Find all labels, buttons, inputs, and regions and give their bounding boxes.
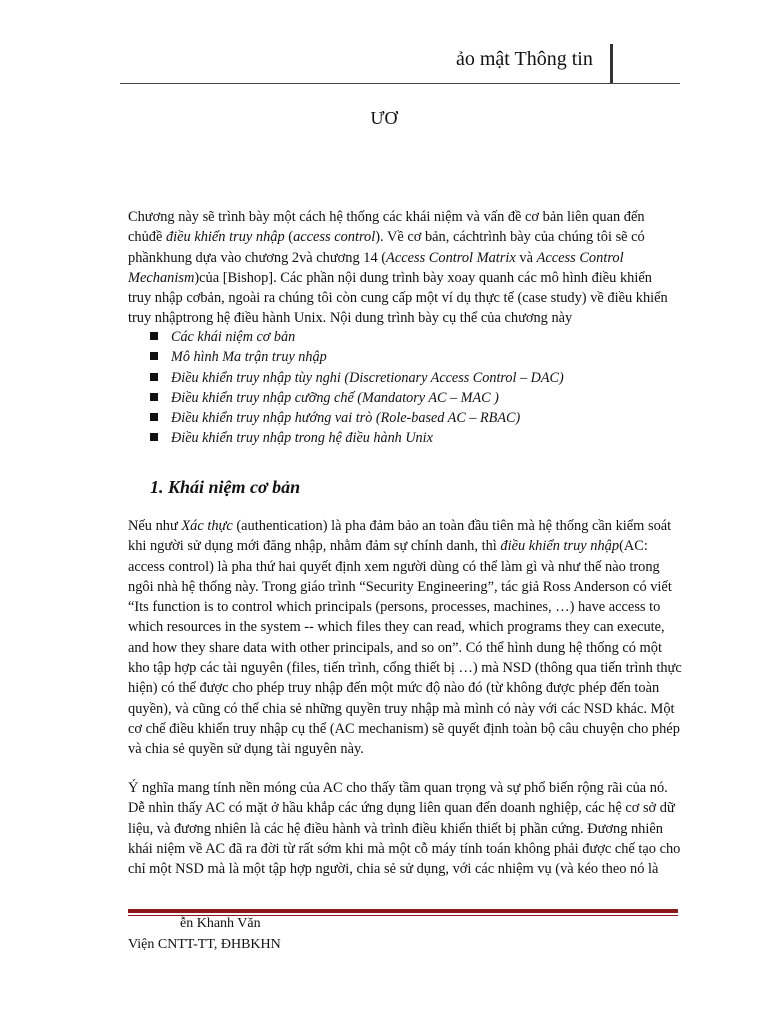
outline-item-label: Điều khiển truy nhập trong hệ điều hành Unix bbox=[171, 430, 433, 447]
outline-item bbox=[150, 327, 670, 347]
text-line: Nếu như Xác thực (authentication) là pha đảm bảo an toàn đầu tiên mà hệ thống cần kiểm soát bbox=[128, 518, 672, 534]
text-line: của [Bishop]. Các phần nội dung trình bày xoay quanh các mô hình điều khiển truy nhập cơ bbox=[128, 269, 652, 307]
footer-institution: Viện CNTT-TT, ĐHBKHN bbox=[128, 937, 281, 952]
emphasis: Access Control Matrix bbox=[386, 249, 516, 266]
text-line: liệu, và đương nhiên là các hệ điều hành và trình điều khiển thiết bị phần cứng. Đương nhiên bbox=[128, 820, 663, 837]
outline-item-label: Mô hình Ma trận truy nhập bbox=[171, 349, 327, 366]
square-bullet-icon bbox=[150, 393, 158, 401]
outline-item-label: Điều khiển truy nhập cưỡng chế (Mandatory AC – MAC ) bbox=[171, 389, 499, 406]
running-header-title: ảo mật Thông tin bbox=[456, 48, 593, 70]
text-line: khi người sử dụng mới đăng nhập, nhằm đảm sự chính danh, thì điều khiển truy nhập(AC: bbox=[128, 538, 648, 555]
body-paragraph-1 bbox=[128, 516, 682, 760]
text-line: “Its function is to control which principals (persons, processes, machines, …) have access to bbox=[128, 599, 661, 616]
text-line: kho tập hợp các tài nguyên (files, tiến trình, cổng thiết bị …) mà NSD (thông qua tiến trình thực bbox=[128, 660, 682, 677]
square-bullet-icon bbox=[150, 352, 158, 360]
section-heading: 1. Khái niệm cơ bản bbox=[150, 477, 301, 497]
header-vertical-bar bbox=[610, 44, 613, 84]
text-line: bản, ngoài ra chúng tôi còn cung cấp một ví dụ thực tế (case study) về điều khiển truy nhập bbox=[128, 290, 668, 327]
text-line: ngôi nhà hệ thống này. Trong giáo trình “Security Engineering”, tác giả Ross Anderson có viết bbox=[128, 578, 672, 595]
text-line: khái niệm về AC đã ra đời từ rất sớm khi mà một cỗ máy tính toán không phải được chế tạo cho bbox=[128, 840, 681, 857]
text-line: Ý nghĩa mang tính nền móng của AC cho thấy tầm quan trọng và sự phổ biến rộng rãi của nó. bbox=[128, 780, 668, 796]
text-line: và chia sẻ quyền sử dụng tài nguyên này. bbox=[128, 741, 364, 758]
text-line: chỉ một NSD mà là một tập hợp người, chia sẻ sử dụng, với các nhiệm vụ (và kéo theo nó là bbox=[128, 861, 659, 878]
emphasis: Access Control Mechanism bbox=[128, 249, 624, 286]
outline-item bbox=[150, 428, 670, 448]
outline-item bbox=[150, 408, 670, 428]
emphasis: access control bbox=[293, 229, 376, 246]
footer-author: ễn Khanh Văn bbox=[180, 916, 261, 931]
footer-rule-thick bbox=[128, 909, 678, 913]
text-line: cơ chế điều khiển truy nhập cụ thể (AC mechanism) sẽ quyết định toàn bộ câu chuyện cho phép bbox=[128, 720, 680, 737]
outline-item-label: Điều khiển truy nhập hướng vai trò (Role-based AC – RBAC) bbox=[171, 410, 521, 427]
emphasis: điều khiển truy nhập bbox=[500, 538, 620, 555]
outline-item bbox=[150, 388, 670, 408]
text-line: and how they share data with other principals, and so on”. Có thể hình dung hệ thống có một bbox=[128, 639, 662, 656]
text-line: đề điều khiển truy nhập (access control). Về cơ bản, cáchtrình bày của chúng tôi sẽ có phần bbox=[128, 229, 645, 266]
square-bullet-icon bbox=[150, 332, 158, 340]
emphasis: Xác thực bbox=[181, 518, 233, 534]
body-paragraph-2 bbox=[128, 778, 681, 879]
square-bullet-icon bbox=[150, 413, 158, 421]
outline-item bbox=[150, 368, 670, 388]
emphasis: điều khiển truy nhập bbox=[165, 229, 285, 246]
outline-item-label: Điều khiển truy nhập tùy nghi (Discretionary Access Control – DAC) bbox=[171, 369, 564, 386]
square-bullet-icon bbox=[150, 373, 158, 381]
outline-item bbox=[150, 347, 670, 367]
text-line: access control) là pha thứ hai quyết định xem người dùng có thể làm gì và như thế nào trong bbox=[128, 558, 660, 575]
outline-item-label: Các khái niệm cơ bản bbox=[171, 329, 296, 345]
text-line: khung dựa vào chương 2và chương 14 (Access Control Matrix và Access Control Mechanism) bbox=[128, 249, 624, 286]
chapter-outline-list bbox=[150, 327, 670, 449]
text-line: trong hệ điều hành Unix. Nội dung trình bày cụ thể của chương này bbox=[182, 310, 573, 327]
square-bullet-icon bbox=[150, 433, 158, 441]
text-line: Chương này sẽ trình bày một cách hệ thống các khái niệm và vấn đề cơ bản liên quan đến chủ bbox=[128, 209, 645, 246]
intro-paragraph bbox=[128, 207, 668, 329]
text-line: hiện) có thể được cho phép truy nhập đến một mức độ nào đó (từ không được phép đến toàn bbox=[128, 680, 660, 697]
text-line: quyền), và cũng có thể chia sẻ những quyền truy nhập mà mình có này với các NSD khác. Một bbox=[128, 700, 675, 717]
chapter-heading: ƯƠ bbox=[370, 108, 398, 128]
header-rule bbox=[120, 83, 680, 84]
text-line: which resources in the system -- which files they can read, which programs they can execute, bbox=[128, 619, 665, 636]
text-line: Dễ nhìn thấy AC có mặt ở hầu khắp các ứng dụng liên quan đến doanh nghiệp, các hệ cơ sở dữ bbox=[128, 800, 675, 817]
